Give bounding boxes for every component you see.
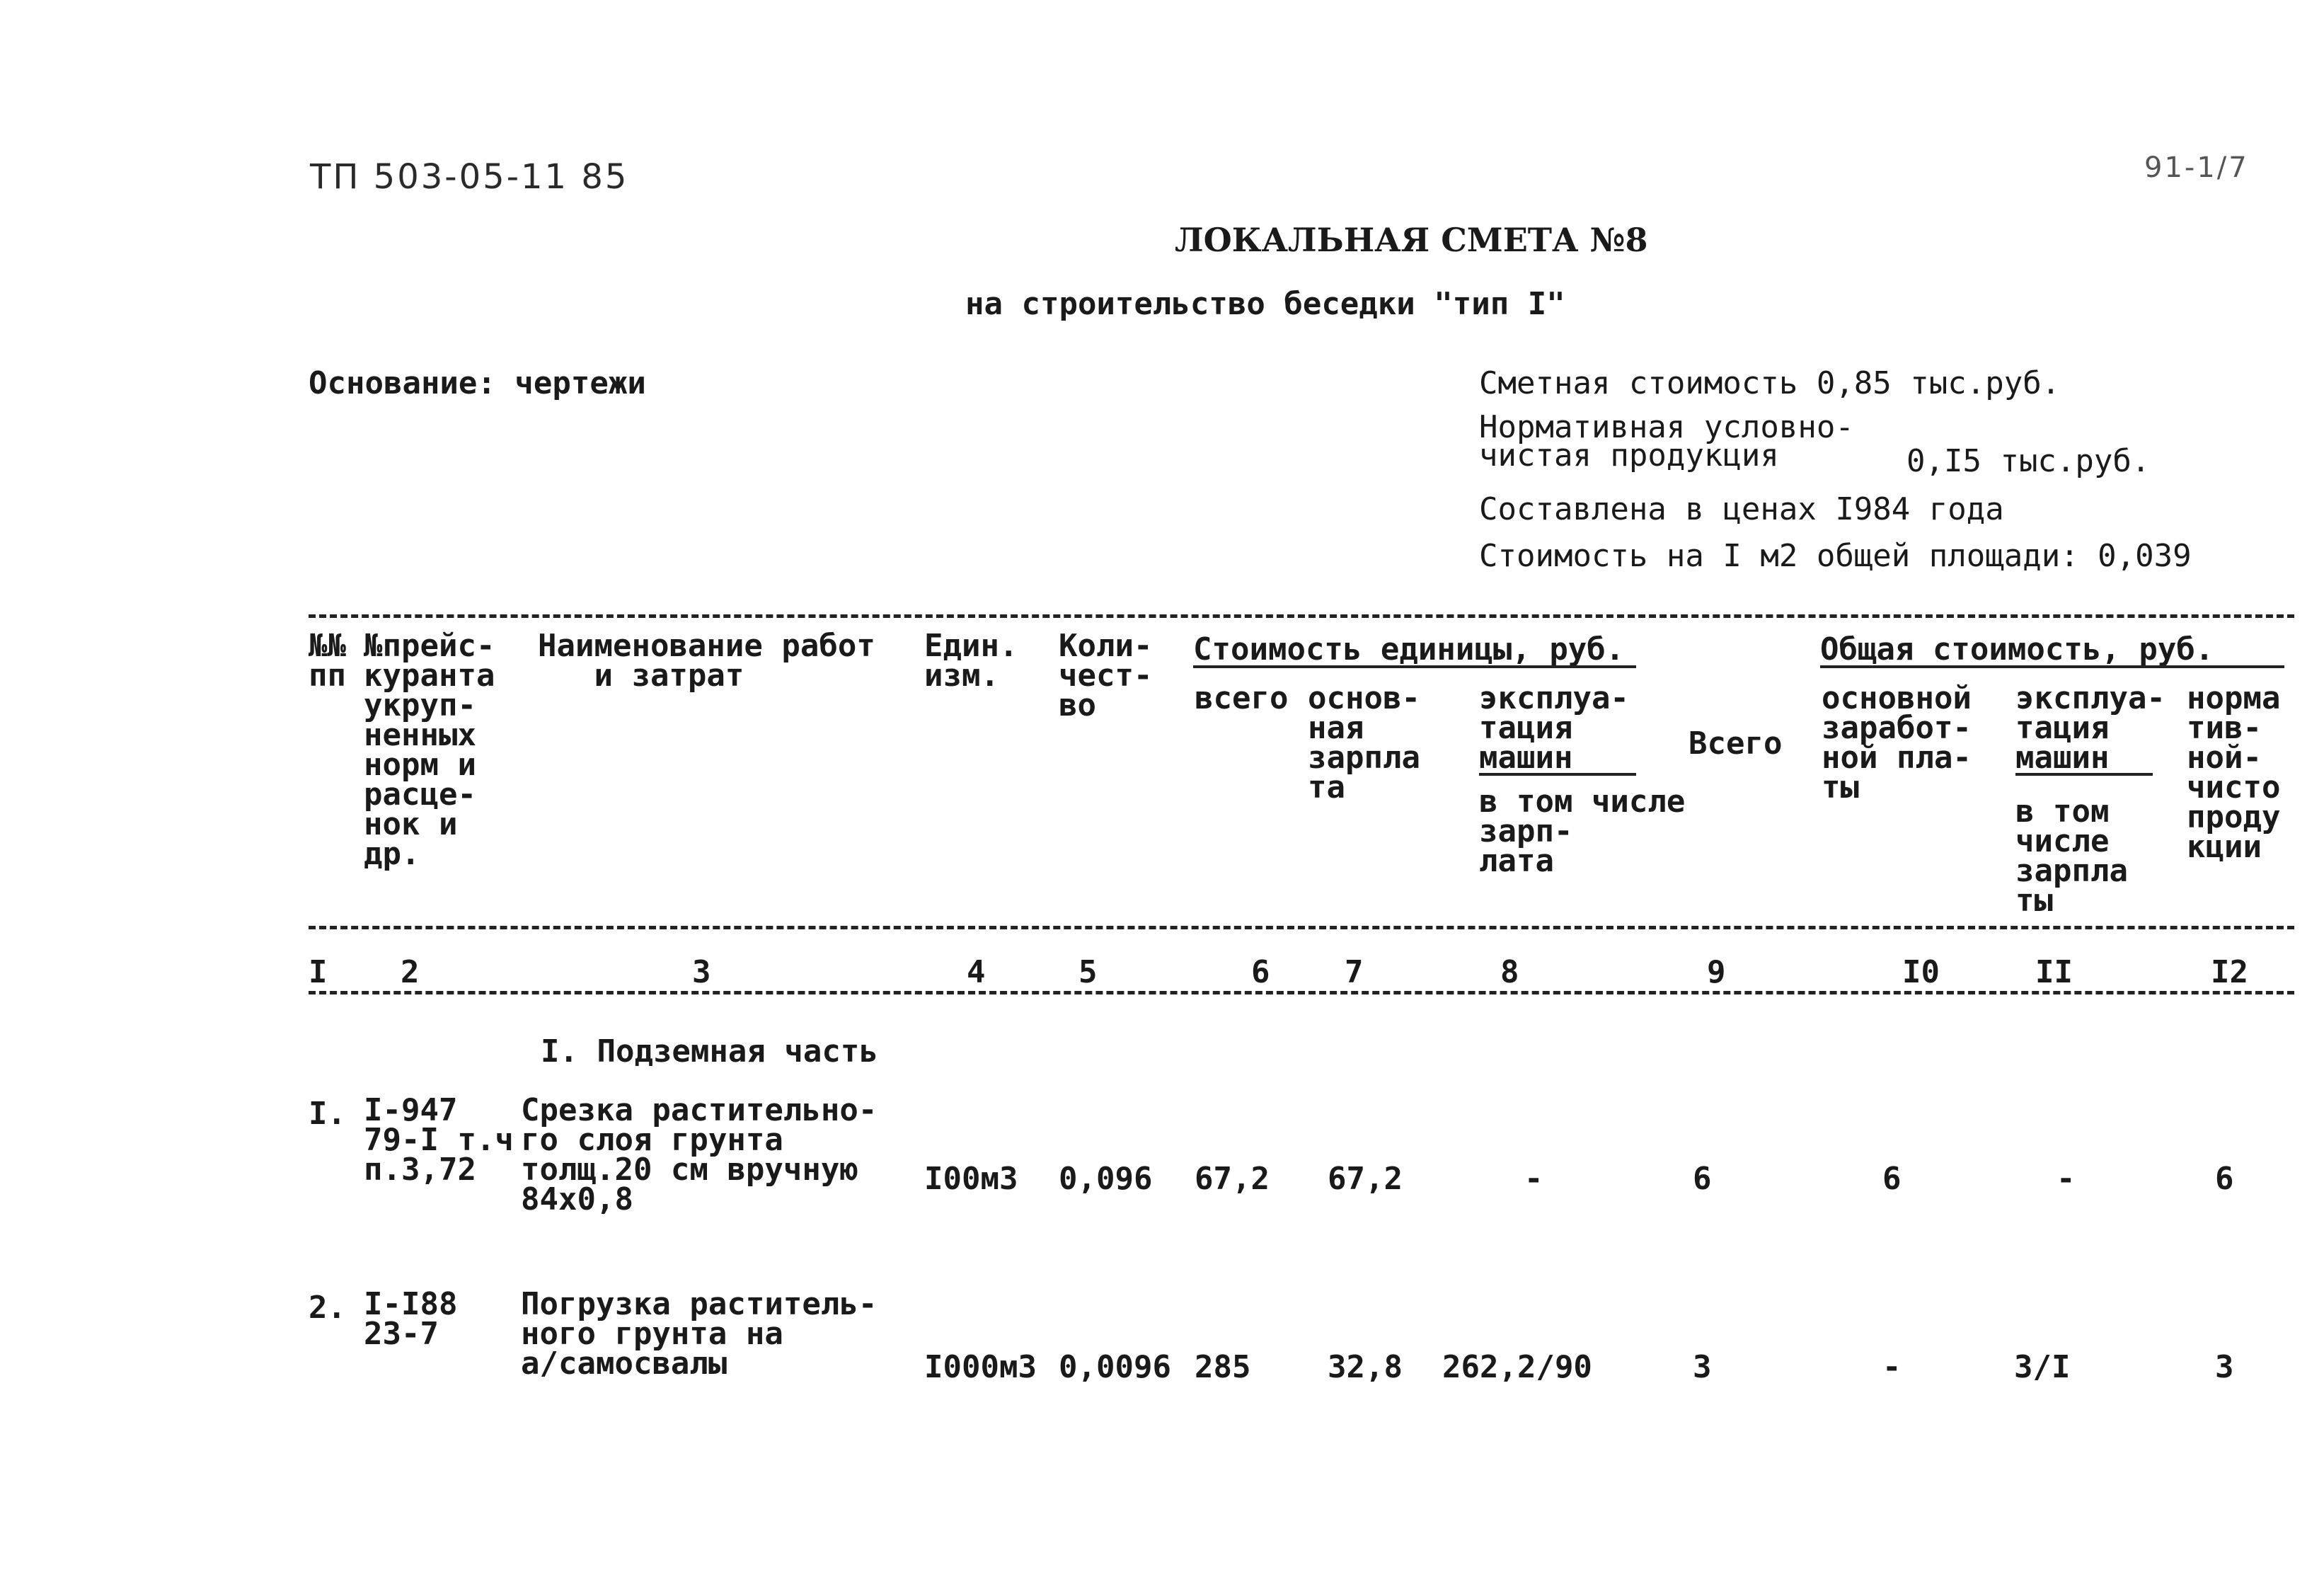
column-number: I0 bbox=[1902, 954, 1940, 990]
row-unit-machines: - bbox=[1524, 1161, 1543, 1197]
row-total-all: 3 bbox=[1693, 1349, 1712, 1385]
column-number: I bbox=[309, 954, 328, 990]
header-bottom-rule bbox=[309, 926, 2294, 929]
column-number: II bbox=[2035, 954, 2073, 990]
row-total-machines: - bbox=[2056, 1161, 2076, 1197]
row-unit: I000м3 bbox=[924, 1349, 1037, 1385]
row-total-normative: 3 bbox=[2215, 1349, 2234, 1385]
row-quantity: 0,096 bbox=[1059, 1161, 1153, 1197]
header-col-11-salary: в том числе зарпла ты bbox=[2015, 793, 2128, 919]
normative-line-2: чистая продукция bbox=[1479, 437, 1779, 474]
column-number: 5 bbox=[1078, 954, 1098, 990]
section-title: I. Подземная часть bbox=[541, 1033, 878, 1070]
prices-year: Составлена в ценах I984 года bbox=[1479, 491, 2004, 527]
normative-line-1: Нормативная условно- bbox=[1479, 409, 1854, 445]
cost-per-m2: Стоимость на I м2 общей площади: 0,039 bbox=[1479, 538, 2192, 574]
row-code: I-I88 23-7 bbox=[364, 1286, 458, 1352]
row-total-machines: 3/I bbox=[2014, 1349, 2071, 1385]
column-number: 4 bbox=[967, 954, 986, 990]
header-col-1: №№ пп bbox=[309, 628, 346, 694]
row-quantity: 0,0096 bbox=[1059, 1349, 1171, 1385]
column-number: 2 bbox=[401, 954, 420, 990]
header-col-2: №прейс- куранта укруп- ненных норм и расце- нок и др. bbox=[364, 628, 495, 872]
row-total-salary: 6 bbox=[1882, 1161, 1902, 1197]
header-col-3: Наименование работ и затрат bbox=[538, 628, 875, 694]
row-total-all: 6 bbox=[1693, 1161, 1712, 1197]
column-number: 3 bbox=[692, 954, 711, 990]
row-unit-total: 285 bbox=[1195, 1349, 1251, 1385]
column-number: I2 bbox=[2211, 954, 2248, 990]
column-number: 8 bbox=[1500, 954, 1519, 990]
row-unit-machines: 262,2/90 bbox=[1442, 1349, 1592, 1385]
page-title: ЛОКАЛЬНАЯ СМЕТА №8 bbox=[1175, 221, 1648, 259]
row-unit: I00м3 bbox=[924, 1161, 1018, 1197]
header-col-6: всего bbox=[1195, 680, 1289, 716]
table-top-rule bbox=[309, 614, 2294, 618]
normative-product-label bbox=[1479, 409, 1854, 474]
header-col-4: Един. изм. bbox=[924, 628, 1018, 694]
row-unit-salary: 67,2 bbox=[1328, 1161, 1403, 1197]
page-subtitle: на строительство беседки "тип I" bbox=[965, 286, 1565, 322]
machines-total-underline bbox=[2015, 773, 2153, 776]
column-number: 7 bbox=[1345, 954, 1364, 990]
row-code: I-947 79-I т.ч п.3,72 bbox=[364, 1092, 514, 1188]
machines-underline bbox=[1479, 773, 1636, 776]
column-number: 9 bbox=[1707, 954, 1726, 990]
header-col-9: Всего bbox=[1689, 726, 1783, 762]
row-unit-salary: 32,8 bbox=[1328, 1349, 1403, 1385]
header-col-8-machines: эксплуа- тация машин bbox=[1479, 680, 1629, 776]
header-col-11-machines: эксплуа- тация машин bbox=[2015, 680, 2165, 776]
row-total-salary: - bbox=[1882, 1349, 1902, 1385]
total-cost-underline bbox=[1820, 665, 2284, 668]
sheet-number: 91-1/7 bbox=[2144, 151, 2249, 184]
estimated-cost: Сметная стоимость 0,85 тыс.руб. bbox=[1479, 365, 2061, 401]
header-col-5: Коли- чест- во bbox=[1059, 628, 1153, 723]
basis-label: Основание: чертежи bbox=[309, 365, 646, 401]
row-name: Срезка растительно- го слоя грунта толщ.20 см вручную 84х0,8 bbox=[521, 1092, 878, 1217]
header-col-7: основ- ная зарпла та bbox=[1308, 680, 1420, 805]
column-number: 6 bbox=[1251, 954, 1270, 990]
row-number: I. bbox=[309, 1096, 346, 1132]
document-code: ТП 503-05-11 85 bbox=[310, 157, 629, 197]
normative-product-value: 0,I5 тыс.руб. bbox=[1906, 443, 2151, 479]
row-total-normative: 6 bbox=[2215, 1161, 2234, 1197]
header-col-8-salary: в том числе зарп- лата bbox=[1479, 784, 1686, 879]
header-total-cost-group: Общая стоимость, руб. bbox=[1820, 631, 2214, 667]
row-unit-total: 67,2 bbox=[1195, 1161, 1270, 1197]
row-name: Погрузка раститель- ного грунта на а/самосвалы bbox=[521, 1286, 878, 1382]
row-number: 2. bbox=[309, 1290, 346, 1326]
header-col-12: норма тив- ной- чисто проду кции bbox=[2187, 680, 2281, 865]
header-unit-cost-group: Стоимость единицы, руб. bbox=[1193, 631, 1625, 667]
unit-cost-underline bbox=[1193, 665, 1636, 668]
column-numbers-rule bbox=[309, 991, 2294, 994]
header-col-10: основной заработ- ной пла- ты bbox=[1822, 680, 1972, 805]
